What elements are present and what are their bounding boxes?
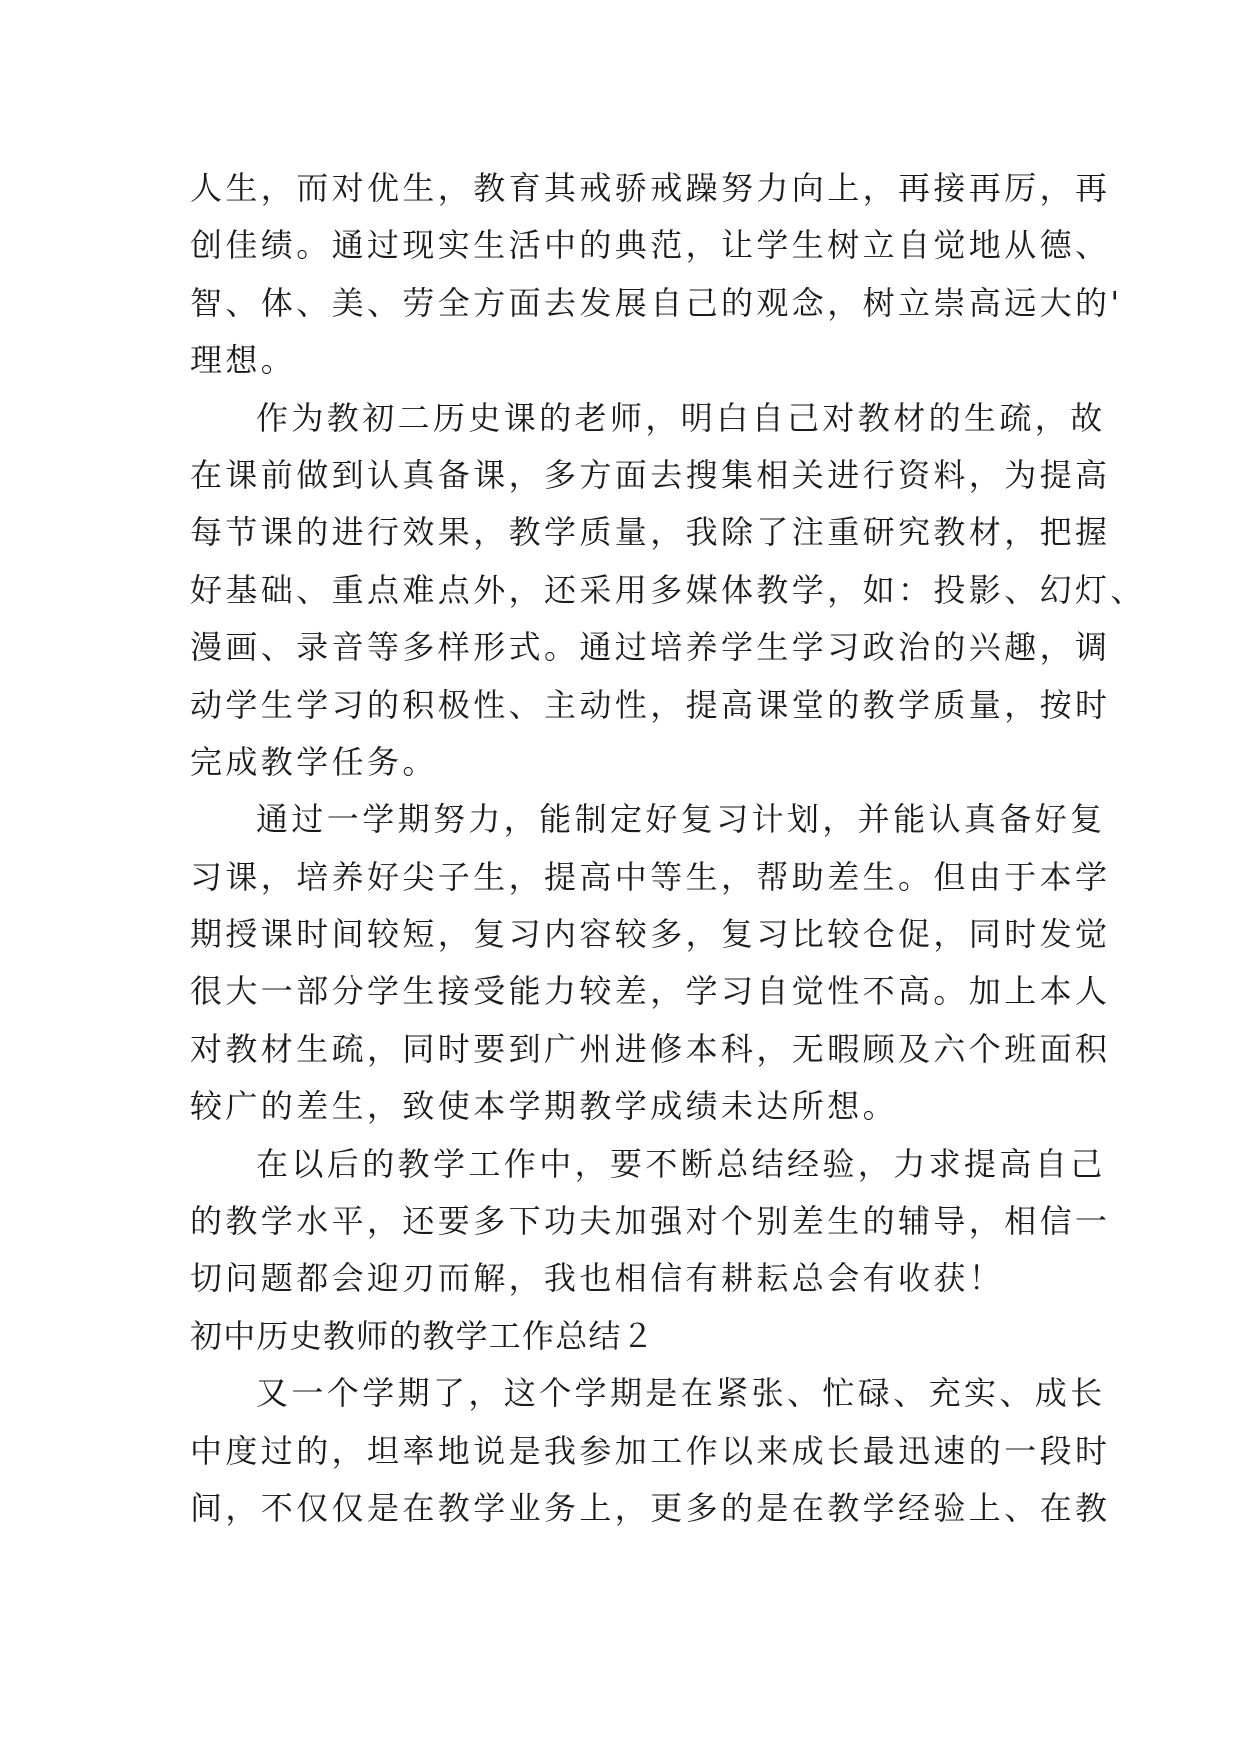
text-line: 的教学水平，还要多下功夫加强对个别差生的辅导，相信一 [190, 1202, 1111, 1241]
text-line: 对教材生疏，同时要到广州进修本科，无暇顾及六个班面积 [190, 1029, 1111, 1068]
text-line: 人生，而对优生，教育其戒骄戒躁努力向上，再接再厉，再 [190, 169, 1111, 207]
text-line: 中度过的，坦率地说是我参加工作以来成长最迅速的一段时 [190, 1431, 1111, 1470]
text-line: 切问题都会迎刃而解，我也相信有耕耘总会有收获！ [190, 1259, 1005, 1298]
text-line: 漫画、录音等多样形式。通过培养学生学习政治的兴趣，调 [190, 628, 1111, 667]
text-line: 又一个学期了，这个学期是在紧张、忙碌、充实、成长 [256, 1374, 1106, 1413]
text-line: 智、体、美、劳全方面去发展自己的观念，树立崇高远大的' [190, 283, 1123, 322]
text-line: 很大一部分学生接受能力较差，学习自觉性不高。加上本人 [190, 972, 1111, 1011]
text-line: 习课，培养好尖子生，提高中等生，帮助差生。但由于本学 [190, 857, 1111, 896]
text-line: 创佳绩。通过现实生活中的典范，让学生树立自觉地从德、 [190, 226, 1111, 265]
text-line: 通过一学期努力，能制定好复习计划，并能认真备好复 [256, 800, 1106, 839]
section-heading: 初中历史教师的教学工作总结２ [190, 1316, 655, 1355]
text-line: 期授课时间较短，复习内容较多，复习比较仓促，同时发觉 [190, 915, 1111, 954]
document-body [190, 160, 1146, 1537]
text-line: 理想。 [190, 341, 297, 380]
text-line: 动学生学习的积极性、主动性，提高课堂的教学质量，按时 [190, 685, 1111, 724]
text-line: 间，不仅仅是在教学业务上，更多的是在教学经验上、在教 [190, 1488, 1111, 1527]
text-line: 在以后的教学工作中，要不断总结经验，力求提高自己 [256, 1144, 1106, 1183]
text-line: 作为教初二历史课的老师，明白自己对教材的生疏，故 [256, 398, 1106, 437]
text-line: 每节课的进行效果，教学质量，我除了注重研究教材，把握 [190, 513, 1111, 552]
text-line: 完成教学任务。 [190, 742, 438, 781]
text-line: 好基础、重点难点外，还采用多媒体教学，如：投影、幻灯、 [190, 570, 1146, 609]
text-line: 在课前做到认真备课，多方面去搜集相关进行资料，为提高 [190, 455, 1111, 494]
text-line: 较广的差生，致使本学期教学成绩未达所想。 [190, 1087, 899, 1126]
